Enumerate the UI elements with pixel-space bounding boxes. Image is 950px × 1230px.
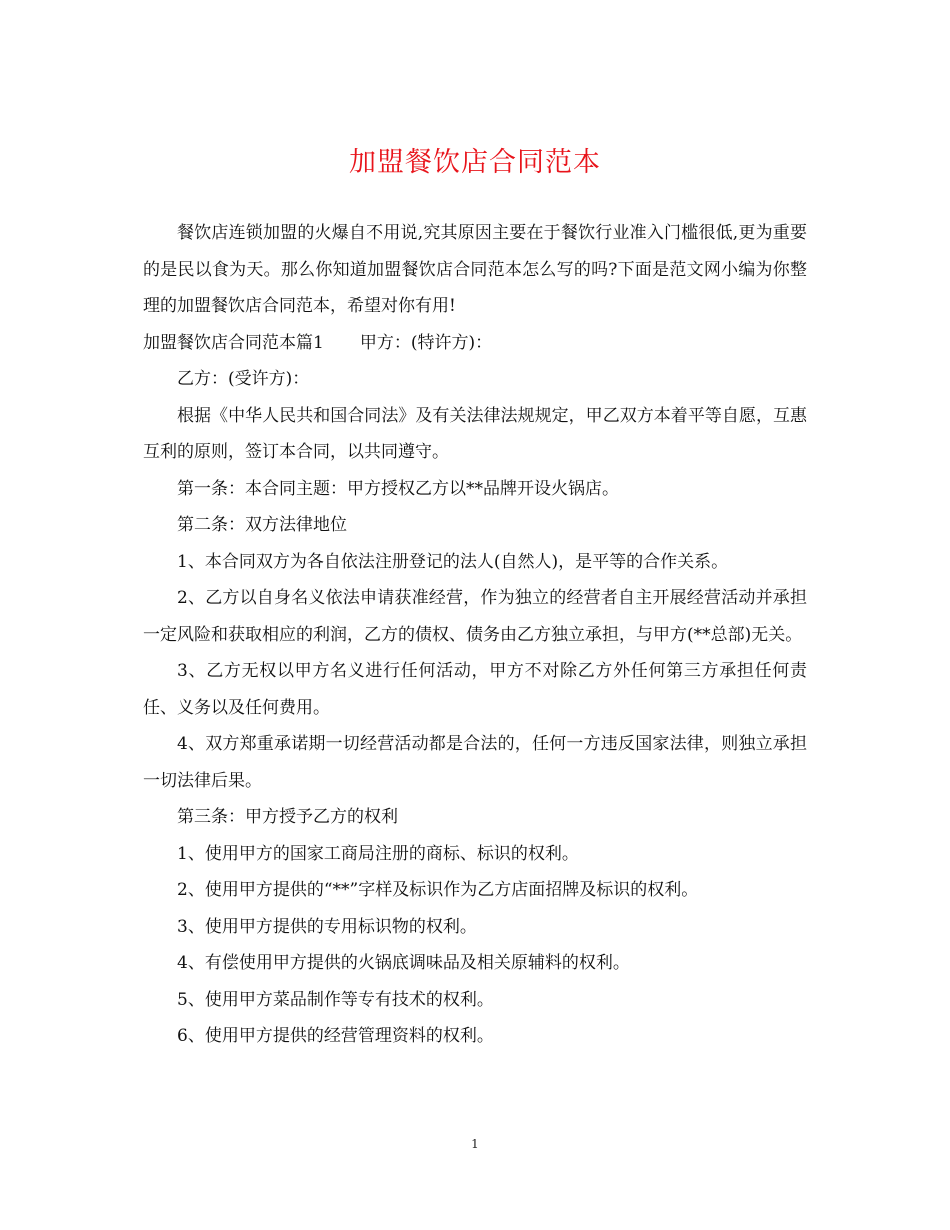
article-3-item: 5、使用甲方菜品制作等专有技术的权利。 bbox=[177, 989, 494, 1010]
article-2-item: 4、双方郑重承诺期一切经营活动都是合法的，任何一方违反国家法律，则独立承担一切法律后果。 bbox=[143, 734, 807, 791]
section-heading: 加盟餐饮店合同范本篇1 bbox=[143, 332, 324, 353]
document-body bbox=[143, 215, 807, 1055]
article-3-item: 4、有偿使用甲方提供的火锅底调味品及相关原辅料的权利。 bbox=[177, 953, 630, 973]
article-2-item: 1、本合同双方为各自依法注册登记的法人(自然人)，是平等的合作关系。 bbox=[177, 551, 729, 572]
party-b-label: 乙方：(受许方)： bbox=[177, 369, 310, 389]
preamble-paragraph: 根据《中华人民共和国合同法》及有关法律法规规定，甲乙双方本着平等自愿，互惠互利的原则，签订本合同，以共同遵守。 bbox=[143, 405, 807, 462]
party-a-label: 甲方：(特许方)： bbox=[359, 332, 493, 353]
article-2-title: 第二条：双方法律地位 bbox=[177, 515, 347, 535]
document-title: 加盟餐饮店合同范本 bbox=[349, 147, 601, 178]
article-3-title: 第三条：甲方授予乙方的权利 bbox=[177, 807, 398, 827]
article-1: 第一条：本合同主题：甲方授权乙方以**品牌开设火锅店。 bbox=[177, 478, 619, 499]
intro-paragraph: 餐饮店连锁加盟的火爆自不用说,究其原因主要在于餐饮行业准入门槛很低,更为重要的是民以食为天。那么你知道加盟餐饮店合同范本怎么写的吗?下面是范文网小编为你整理的加盟餐饮店合同范本，希望对你有用! bbox=[143, 223, 807, 316]
article-3-item: 2、使用甲方提供的“**”字样及标识作为乙方店面招牌及标识的权利。 bbox=[177, 880, 699, 900]
article-3-item: 6、使用甲方提供的经营管理资料的权利。 bbox=[177, 1026, 494, 1046]
article-3-item: 1、使用甲方的国家工商局注册的商标、标识的权利。 bbox=[177, 843, 579, 864]
page-number: 1 bbox=[471, 1137, 479, 1151]
article-3-item: 3、使用甲方提供的专用标识物的权利。 bbox=[177, 916, 477, 937]
article-2-item: 2、乙方以自身名义依法申请获准经营，作为独立的经营者自主开展经营活动并承担一定风险和获取相应的利润，乙方的债权、债务由乙方独立承担，与甲方(**总部)无关。 bbox=[143, 588, 807, 645]
section-heading-line bbox=[143, 325, 807, 362]
article-2-item: 3、乙方无权以甲方名义进行任何活动，甲方不对除乙方外任何第三方承担任何责任、义务以及任何费用。 bbox=[143, 661, 807, 718]
